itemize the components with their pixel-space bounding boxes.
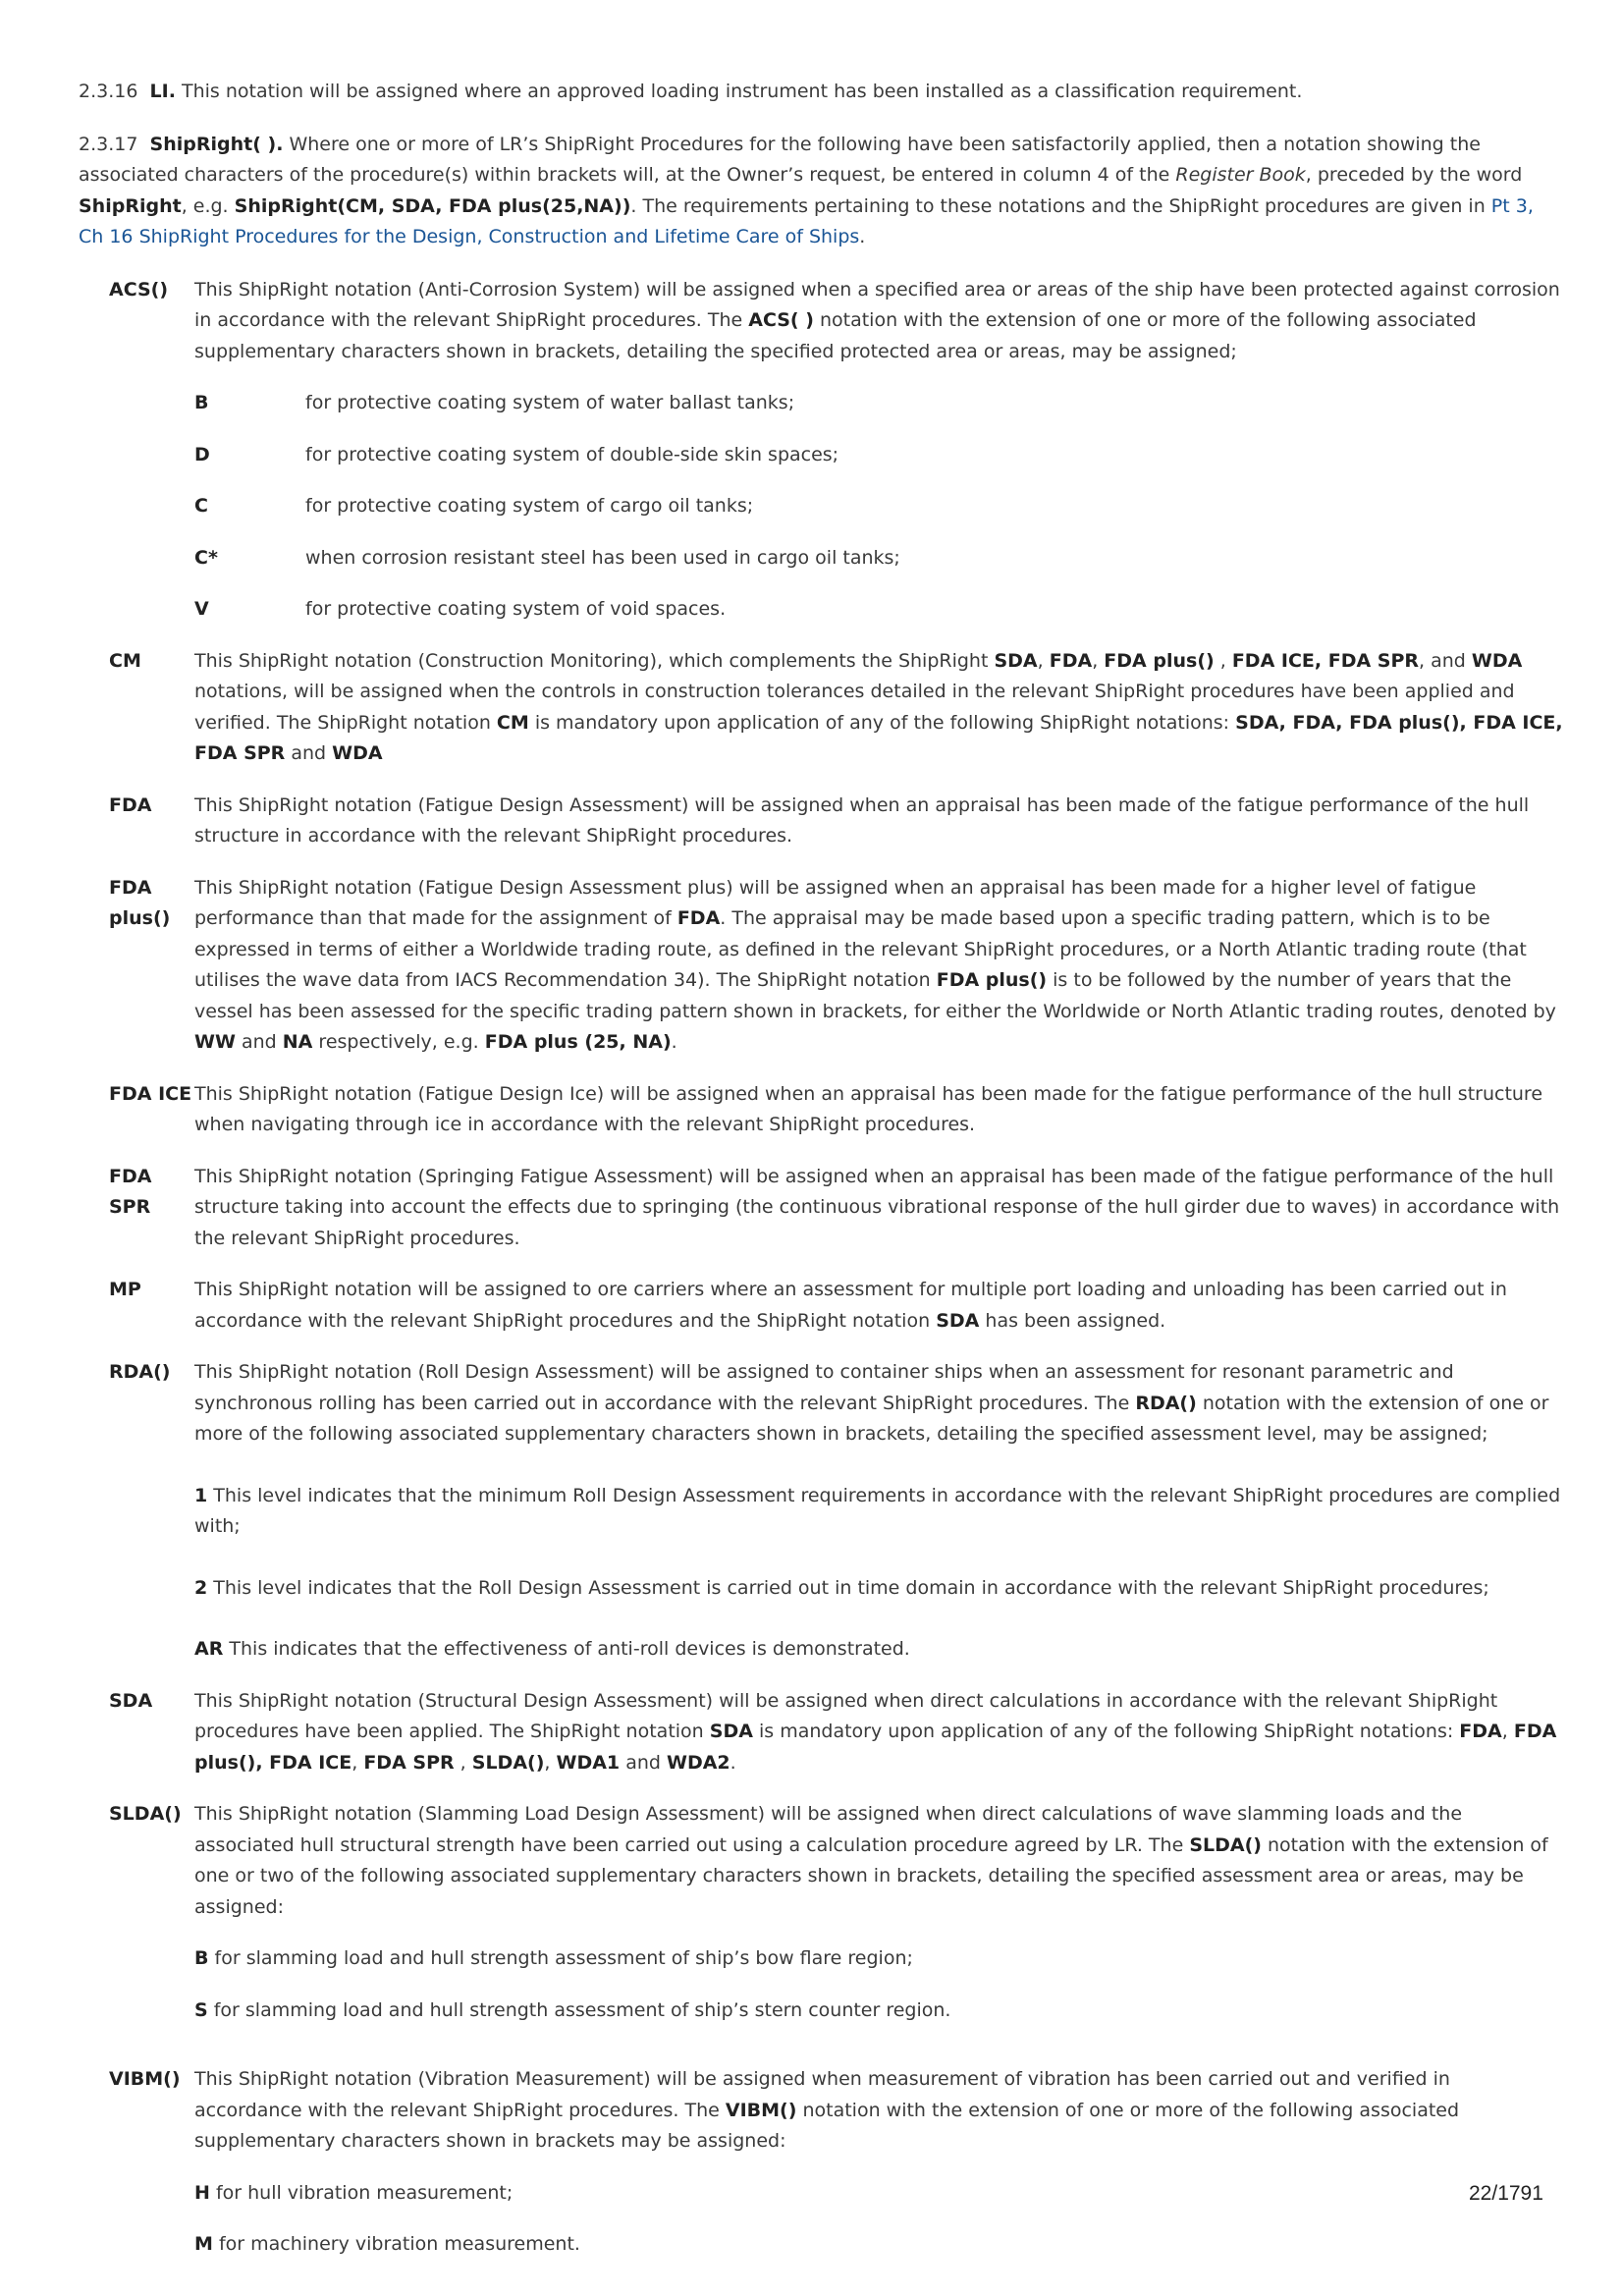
acs-item	[194, 491, 1563, 522]
item-code: D	[194, 443, 210, 465]
description-text: notation with the extension of one or more of the following associated supplementary characters shown in brackets, detailing the specified assessment level, may be assigned;	[194, 1392, 1549, 1445]
notation-description	[194, 1799, 1563, 1923]
notation-label: RDA()	[109, 1361, 171, 1383]
notation-description: This ShipRight notation (Springing Fatigue Assessment) will be assigned when an appraisal has been made of the fatigue performance of the hull structure taking into account the effects due to springing (the continuous vibrational response of the hull girder due to waves) in accordance with the relevant ShipRight procedures.	[194, 1165, 1560, 1249]
paragraph-2-3-16	[79, 77, 1563, 108]
description-text: respectively, e.g.	[318, 1031, 479, 1053]
item-text: for protective coating system of void spaces.	[305, 598, 727, 620]
item-text: This level indicates that the Roll Design Assessment is carried out in time domain in accordance with the relevant ShipRight procedures;	[213, 1576, 1489, 1599]
description-text: notation with the extension of one or more of the following associated supplementary characters shown in brackets, detailing the specified protected area or areas, may be assigned;	[194, 309, 1477, 362]
description-text: This ShipRight notation (Vibration Measurement) will be assigned when measurement of vibration has been carried out and verified in accordance with the relevant ShipRight procedures. The	[194, 2068, 1450, 2121]
clause-text: , preceded by the word	[1305, 164, 1523, 186]
item-text: for hull vibration measurement;	[215, 2181, 514, 2204]
separator: , and	[1419, 649, 1466, 672]
description-text: This ShipRight notation (Anti-Corrosion System) will be assigned when a specified area or areas of the ship have been protected against corrosion in accordance with the relevant ShipRight procedures. The	[194, 278, 1560, 331]
item-text: for slamming load and hull strength assessment of ship’s bow flare region;	[214, 1947, 913, 1969]
clause-number: 2.3.16	[79, 81, 138, 102]
notation-ref: SLDA()	[1189, 1833, 1262, 1856]
notation-slda	[79, 1799, 1563, 1923]
description-text: is mandatory upon application of any of the following ShipRight notations:	[758, 1721, 1454, 1742]
clause-text: , e.g.	[181, 194, 229, 217]
item-code: C*	[194, 546, 218, 569]
notation-vibm	[79, 2064, 1563, 2158]
notation-ref: WW	[194, 1031, 236, 1053]
notation-ref: FDA	[1049, 649, 1093, 672]
separator: ,	[1092, 649, 1099, 672]
separator: ,	[351, 1751, 358, 1774]
page-number: 22/1791	[1469, 2182, 1543, 2205]
slda-item	[194, 1995, 1563, 2027]
notation-ref: FDA plus()	[1104, 649, 1215, 672]
notation-fda	[79, 791, 1563, 852]
notation-label: FDA	[109, 793, 152, 816]
notation-label: VIBM()	[109, 2068, 181, 2090]
separator: ,	[1037, 649, 1044, 672]
notation-ref: FDA plus(), FDA ICE	[194, 1721, 1557, 1774]
item-text: for protective coating system of water ballast tanks;	[305, 392, 795, 413]
separator: ,	[1219, 649, 1226, 672]
notation-fda-plus	[79, 873, 1563, 1059]
shipright-term: ShipRight	[79, 194, 182, 217]
notation-rda	[79, 1357, 1563, 1450]
notation-term: ShipRight( ).	[149, 133, 284, 155]
item-text: This level indicates that the minimum Roll Design Assessment requirements in accordance with the relevant ShipRight procedures are complied with;	[194, 1484, 1561, 1537]
description-text: has been assigned.	[985, 1309, 1166, 1332]
description-text: This ShipRight notation (Roll Design Assessment) will be assigned to container ships when an assessment for resonant parametric and synchronous rolling has been carried out in accordance with the relevant ShipRight procedures. The	[194, 1361, 1454, 1414]
document-body	[79, 77, 1563, 2281]
description-text: This ShipRight notation (Slamming Load Design Assessment) will be assigned when direct calculations of wave slamming loads and the associated hull structural strength have been carried out using a calculation procedure agreed by LR. The	[194, 1803, 1463, 1856]
acs-item	[194, 388, 1563, 419]
item-code: 2	[194, 1576, 208, 1599]
rda-item	[194, 1634, 1563, 1666]
notation-ref: FDA	[1459, 1721, 1502, 1742]
notation-ref: NA	[282, 1031, 313, 1053]
notation-label: MP	[109, 1279, 141, 1300]
notation-fda-ice	[79, 1079, 1563, 1141]
description-text: This ShipRight notation (Construction Monitoring), which complements the ShipRight	[194, 649, 989, 672]
notation-ref: SDA	[936, 1309, 980, 1332]
description-text: and	[241, 1031, 277, 1053]
item-text: for protective coating system of double-side skin spaces;	[305, 443, 839, 465]
item-code: H	[194, 2181, 210, 2204]
notation-ref: SLDA()	[471, 1751, 545, 1774]
notation-fda-spr	[79, 1162, 1563, 1255]
rda-item	[194, 1573, 1563, 1605]
description-text: is mandatory upon application of any of the following ShipRight notations:	[534, 711, 1230, 734]
notation-description: This ShipRight notation (Fatigue Design Ice) will be assigned when an appraisal has been made for the fatigue performance of the hull structure when navigating through ice in accordance with the relevant ShipRight procedures.	[194, 1082, 1543, 1135]
separator: ,	[460, 1751, 466, 1774]
notation-label: ACS()	[109, 278, 169, 301]
acs-item	[194, 440, 1563, 471]
notation-ref: SDA, FDA, FDA plus(), FDA ICE, FDA SPR	[194, 711, 1563, 764]
notation-label: SLDA()	[109, 1803, 182, 1825]
notation-ref: FDA	[676, 907, 721, 929]
notation-term: LI.	[149, 81, 176, 102]
notation-ref: ACS( )	[748, 309, 814, 331]
notation-ref: FDA plus()	[936, 969, 1048, 991]
notation-ref: FDA plus (25, NA)	[484, 1031, 672, 1053]
notation-label: CM	[109, 649, 141, 672]
item-code: B	[194, 1947, 209, 1969]
rda-item	[194, 1481, 1563, 1543]
notation-description	[194, 275, 1563, 368]
description-text: and	[291, 742, 327, 764]
description-text: This ShipRight notation will be assigned to ore carriers where an assessment for multiple port loading and unloading has been carried out in accordance with the relevant ShipRight procedures and the ShipRight notation	[194, 1279, 1507, 1332]
item-code: 1	[194, 1484, 208, 1506]
notation-mp	[79, 1275, 1563, 1337]
item-code: B	[194, 392, 209, 413]
description-text: notations, will be assigned when the controls in construction tolerances detailed in the relevant ShipRight procedures have been applied and verified. The ShipRight notation	[194, 681, 1515, 734]
description-text: This ShipRight notation (Fatigue Design Assessment plus) will be assigned when an appraisal has been made for a higher level of fatigue performance than that made for the assignment of	[194, 876, 1477, 929]
notation-cm	[79, 646, 1563, 770]
description-text: . The appraisal may be made based upon a specific trading pattern, which is to be expressed in terms of either a Worldwide trading route, as defined in the relevant ShipRight procedures, or a North Atlantic trading route (that utilises the wave data from IACS Recommendation 34). The ShipRight notation	[194, 907, 1527, 991]
vibm-item	[194, 2229, 1563, 2261]
item-text: when corrosion resistant steel has been used in cargo oil tanks;	[305, 546, 900, 569]
notation-ref: FDA SPR	[363, 1751, 455, 1774]
notation-label: FDA SPR	[109, 1165, 152, 1218]
item-code: AR	[194, 1638, 224, 1660]
separator: ,	[1501, 1721, 1508, 1742]
separator: and	[625, 1751, 661, 1774]
register-book-title: Register Book	[1175, 164, 1306, 186]
separator: .	[730, 1751, 736, 1774]
vibm-item	[194, 2178, 1563, 2210]
notation-sda	[79, 1686, 1563, 1779]
item-code: S	[194, 1998, 208, 2021]
notation-ref: WDA	[332, 742, 383, 764]
notation-ref: FDA ICE, FDA SPR	[1231, 649, 1420, 672]
description-text: is to be followed by the number of years that the vessel has been assessed for the specific trading pattern shown in brackets, for either the Worldwide or North Atlantic trading routes, denoted by	[194, 969, 1556, 1022]
notation-ref: WDA1	[556, 1751, 621, 1774]
notation-description	[194, 646, 1563, 770]
notation-ref: SDA	[709, 1721, 753, 1742]
item-code: C	[194, 495, 208, 517]
description-text: This ShipRight notation (Structural Design Assessment) will be assigned when direct calculations in accordance with the relevant ShipRight procedures have been applied. The ShipRight notation	[194, 1689, 1498, 1742]
item-text: This indicates that the effectiveness of anti-roll devices is demonstrated.	[229, 1638, 910, 1660]
clause-text: This notation will be assigned where an approved loading instrument has been installed as a classification requirement.	[181, 81, 1303, 102]
notation-description	[194, 1686, 1563, 1779]
notation-description	[194, 2064, 1563, 2158]
notation-acs	[79, 275, 1563, 368]
paragraph-2-3-17	[79, 130, 1563, 253]
notation-label: FDA plus()	[109, 876, 171, 929]
item-code: V	[194, 598, 209, 620]
notation-ref: RDA()	[1135, 1392, 1197, 1414]
item-text: for protective coating system of cargo oil tanks;	[305, 495, 754, 517]
acs-item	[194, 543, 1563, 574]
item-text: for machinery vibration measurement.	[218, 2233, 580, 2255]
clause-text: .	[859, 226, 866, 247]
clause-number: 2.3.17	[79, 133, 138, 155]
notation-ref: WDA2	[667, 1751, 730, 1774]
procedures-link[interactable]: Pt 3, Ch 16 ShipRight Procedures for the Design, Construction and Lifetime Care of Ships	[79, 194, 1534, 247]
notation-description	[194, 1357, 1563, 1450]
notation-ref: WDA	[1471, 649, 1523, 672]
notation-ref: SDA	[994, 649, 1038, 672]
notation-ref: CM	[496, 711, 529, 734]
notation-description	[194, 873, 1563, 1059]
notation-description: This ShipRight notation (Fatigue Design Assessment) will be assigned when an appraisal has been made of the fatigue performance of the hull structure in accordance with the relevant ShipRight procedures.	[194, 793, 1530, 847]
item-text: for slamming load and hull strength assessment of ship’s stern counter region.	[213, 1998, 951, 2021]
clause-text: Where one or more of LR’s ShipRight Procedures for the following have been satisfactorily applied, then a notation showing the associated characters of the procedure(s) within brackets will, at the Owner’s request, be entered in column 4 of the	[79, 133, 1481, 186]
slda-item	[194, 1943, 1563, 1975]
shipright-example: ShipRight(CM, SDA, FDA plus(25,NA))	[234, 194, 631, 217]
description-text: notation with the extension of one or more of the following associated supplementary characters shown in brackets may be assigned:	[194, 2099, 1460, 2152]
notation-ref: VIBM()	[725, 2099, 797, 2121]
item-code: M	[194, 2233, 213, 2255]
clause-text: . The requirements pertaining to these notations and the ShipRight procedures are given in	[630, 194, 1486, 217]
notation-label: SDA	[109, 1689, 153, 1712]
notation-description	[194, 1275, 1563, 1337]
description-text: .	[671, 1031, 677, 1053]
acs-item	[194, 594, 1563, 626]
description-text: notation with the extension of one or two of the following associated supplementary characters shown in brackets, detailing the specified assessment area or areas, may be assigned:	[194, 1833, 1548, 1918]
notation-label: FDA ICE	[109, 1082, 192, 1105]
separator: ,	[544, 1751, 551, 1774]
